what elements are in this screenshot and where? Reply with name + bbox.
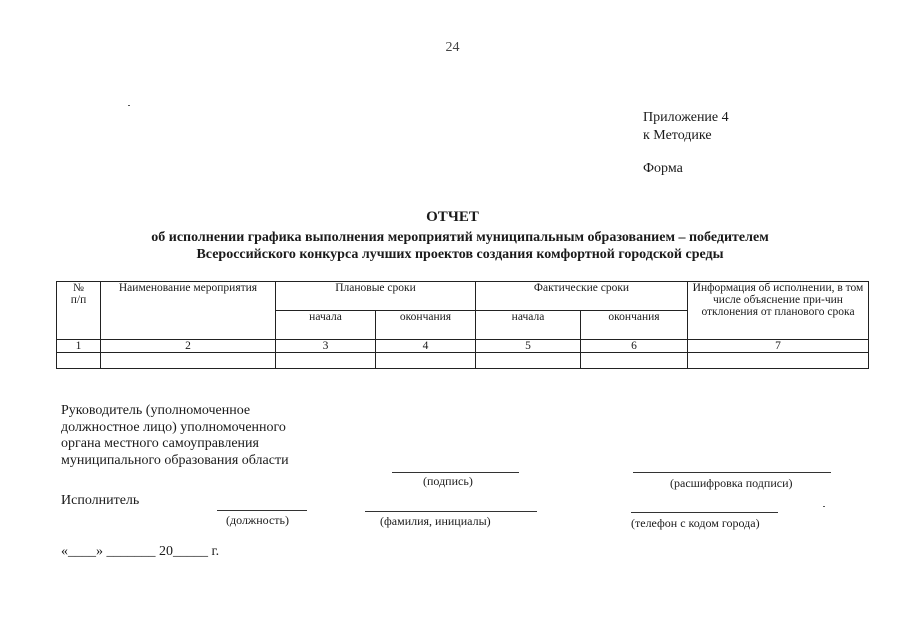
col-header-plan: Плановые сроки	[276, 282, 476, 311]
report-title: ОТЧЕТ	[426, 209, 479, 225]
subheader-plan-end: окончания	[376, 311, 476, 340]
col-number-5: 5	[476, 340, 581, 353]
signature-line	[392, 472, 519, 473]
form-label: Форма	[643, 161, 683, 176]
page-number: 24	[445, 40, 460, 55]
empty-cell	[57, 353, 101, 369]
subtitle-line-2: Всероссийского конкурса лучших проектов создания комфортной городской среды	[196, 247, 724, 262]
col-header-name: Наименование мероприятия	[101, 282, 276, 340]
table-row-empty	[57, 353, 869, 369]
col-number-1: 1	[57, 340, 101, 353]
decoding-line	[633, 472, 831, 473]
appendix-note	[643, 109, 729, 145]
col-number-4: 4	[376, 340, 476, 353]
col-number-3: 3	[276, 340, 376, 353]
subheader-fact-end: окончания	[581, 311, 688, 340]
subheader-fact-start: начала	[476, 311, 581, 340]
phone-line	[631, 512, 778, 513]
phone-caption: (телефон с кодом города)	[631, 516, 760, 530]
position-caption: (должность)	[226, 513, 289, 527]
report-subtitle	[60, 229, 860, 263]
name-caption: (фамилия, инициалы)	[380, 514, 491, 528]
col-number-6: 6	[581, 340, 688, 353]
empty-cell	[581, 353, 688, 369]
decoding-caption: (расшифровка подписи)	[670, 476, 793, 490]
executor-label: Исполнитель	[61, 493, 140, 508]
empty-cell	[376, 353, 476, 369]
col-header-number: № п/п	[57, 282, 101, 340]
subtitle-line-1: об исполнении графика выполнения мероприятий муниципальным образованием – победителем	[151, 230, 769, 245]
scan-speck	[823, 506, 825, 507]
col-number-2: 2	[101, 340, 276, 353]
date-line: «____» _______ 20_____ г.	[61, 544, 220, 559]
col-header-fact: Фактические сроки	[476, 282, 688, 311]
empty-cell	[476, 353, 581, 369]
name-line	[365, 511, 537, 512]
table-row-numbers	[57, 340, 869, 353]
subheader-plan-start: начала	[276, 311, 376, 340]
appendix-line-2: к Методике	[643, 128, 712, 143]
report-table	[56, 281, 869, 369]
empty-cell	[276, 353, 376, 369]
empty-cell	[688, 353, 869, 369]
empty-cell	[101, 353, 276, 369]
signature-caption: (подпись)	[423, 474, 473, 488]
col-number-7: 7	[688, 340, 869, 353]
scan-speck	[128, 105, 130, 106]
col-header-info: Информация об исполнении, в том числе объяснение при-чин отклонения от планового срока	[688, 282, 869, 340]
position-line	[217, 510, 307, 511]
appendix-line-1: Приложение 4	[643, 110, 729, 125]
head-label: Руководитель (уполномоченное должностное лицо) уполномоченного органа местного самоуправления муниципального образования области	[61, 403, 289, 468]
